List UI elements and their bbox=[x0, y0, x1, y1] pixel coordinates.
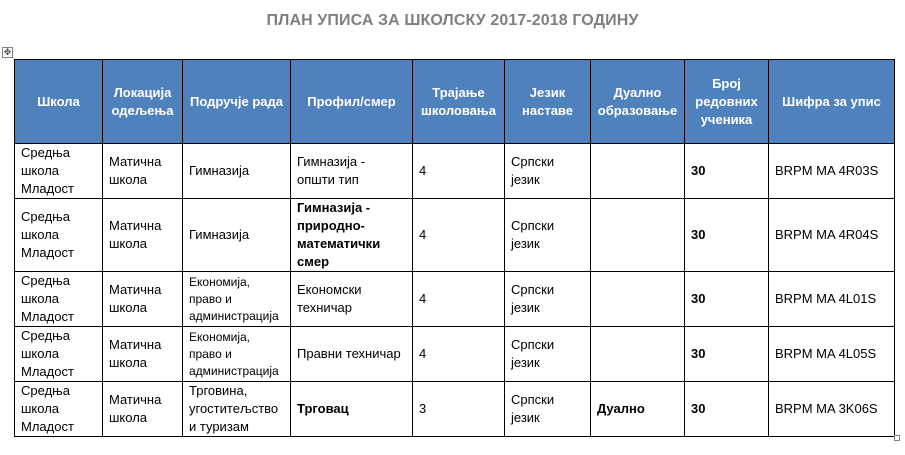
cell-code: BRPM MA 4R03S bbox=[769, 144, 895, 199]
cell-code: BRPM MA 4L01S bbox=[769, 272, 895, 327]
cell-count: 30 bbox=[685, 327, 769, 382]
table-move-handle-icon[interactable]: ✥ bbox=[3, 47, 12, 57]
cell-dual: Дуално bbox=[591, 382, 685, 437]
header-count: Број редовних ученика bbox=[685, 60, 769, 144]
cell-school: Средња школа Младост bbox=[15, 327, 103, 382]
table-row bbox=[15, 144, 895, 199]
page-title: ПЛАН УПИСА ЗА ШКОЛСКУ 2017-2018 ГОДИНУ bbox=[266, 12, 639, 29]
cell-area: Економија, право и администрација bbox=[183, 327, 291, 382]
cell-code: BRPM MA 4L05S bbox=[769, 327, 895, 382]
cell-duration: 4 bbox=[413, 327, 505, 382]
cell-language: Српски језик bbox=[505, 272, 591, 327]
table-row bbox=[15, 199, 895, 272]
header-language: Језик наставе bbox=[505, 60, 591, 144]
cell-code: BRPM MA 3K06S bbox=[769, 382, 895, 437]
header-dual: Дуално образовање bbox=[591, 60, 685, 144]
cell-count: 30 bbox=[685, 272, 769, 327]
cell-location: Матична школа bbox=[103, 144, 183, 199]
cell-location: Матична школа bbox=[103, 327, 183, 382]
cell-location: Матична школа bbox=[103, 272, 183, 327]
cell-language: Српски језик bbox=[505, 327, 591, 382]
cell-dual bbox=[591, 144, 685, 199]
cell-count: 30 bbox=[685, 144, 769, 199]
header-area: Подручје рада bbox=[183, 60, 291, 144]
cell-duration: 4 bbox=[413, 272, 505, 327]
cell-profile: Трговац bbox=[291, 382, 413, 437]
cell-duration: 3 bbox=[413, 382, 505, 437]
cell-school: Средња школа Младост bbox=[15, 272, 103, 327]
table-row bbox=[15, 327, 895, 382]
header-school: Школа bbox=[15, 60, 103, 144]
cell-school: Средња школа Младост bbox=[15, 199, 103, 272]
cell-school: Средња школа Младост bbox=[15, 144, 103, 199]
cell-location: Матична школа bbox=[103, 382, 183, 437]
enrollment-plan-table bbox=[14, 59, 895, 437]
cell-area: Економија, право и администрација bbox=[183, 272, 291, 327]
cell-profile: Гимназија - природно-математички смер bbox=[291, 199, 413, 272]
cell-profile: Правни техничар bbox=[291, 327, 413, 382]
cell-dual bbox=[591, 199, 685, 272]
cell-area: Гимназија bbox=[183, 199, 291, 272]
cell-count: 30 bbox=[685, 382, 769, 437]
cell-duration: 4 bbox=[413, 199, 505, 272]
cell-language: Српски језик bbox=[505, 199, 591, 272]
cell-location: Матична школа bbox=[103, 199, 183, 272]
cell-area: Трговина, угоститељство и туризам bbox=[183, 382, 291, 437]
cell-area: Гимназија bbox=[183, 144, 291, 199]
cell-code: BRPM MA 4R04S bbox=[769, 199, 895, 272]
header-code: Шифра за упис bbox=[769, 60, 895, 144]
cell-dual bbox=[591, 327, 685, 382]
table-header-row bbox=[15, 60, 895, 144]
cell-profile: Гимназија - општи тип bbox=[291, 144, 413, 199]
cell-school: Средња школа Младост bbox=[15, 382, 103, 437]
cell-dual bbox=[591, 272, 685, 327]
cell-duration: 4 bbox=[413, 144, 505, 199]
cell-count: 30 bbox=[685, 199, 769, 272]
header-profile: Профил/смер bbox=[291, 60, 413, 144]
table-resize-handle[interactable] bbox=[894, 435, 900, 441]
header-location: Локација одељења bbox=[103, 60, 183, 144]
table-row bbox=[15, 272, 895, 327]
cell-profile: Економски техничар bbox=[291, 272, 413, 327]
cell-language: Српски језик bbox=[505, 144, 591, 199]
header-duration: Трајање школовања bbox=[413, 60, 505, 144]
cell-language: Српски језик bbox=[505, 382, 591, 437]
table-row bbox=[15, 382, 895, 437]
